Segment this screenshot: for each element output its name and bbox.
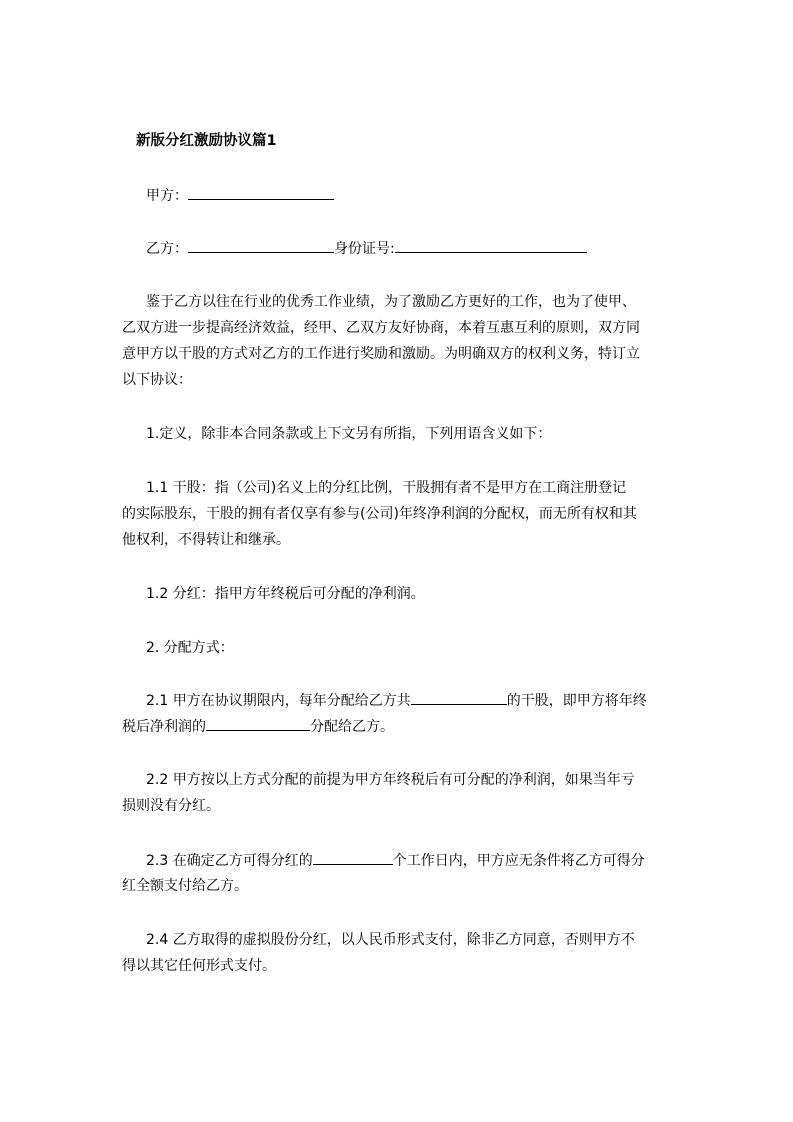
share-blank (411, 690, 507, 705)
party-a-label: 甲方： (146, 188, 188, 204)
id-number-label: 身份证号: (334, 241, 395, 257)
clause-2-3-text-b: 个工作日内，甲方应无条件将乙方可得分 (392, 853, 645, 869)
clause-1: 1.定义，除非本合同条款或上下文另有所指，下列用语含义如下： (146, 426, 552, 442)
clause-1-1-line-2: 的实际股东，干股的拥有者仅享有参与(公司)年终净利润的分配权，而无所有权和其 (122, 506, 637, 522)
workdays-blank (313, 850, 393, 865)
intro-line-4: 以下协议： (122, 372, 192, 388)
party-b-label: 乙方： (146, 241, 188, 257)
intro-line-1: 鉴于乙方以往在行业的优秀工作业绩，为了激励乙方更好的工作，也为了使甲、 (146, 294, 636, 310)
clause-1-1-line-1: 1.1 干股：指（公司)名义上的分红比例，干股拥有者不是甲方在工商注册登记 (146, 480, 627, 496)
clause-2-3-line-2: 红全额支付给乙方。 (122, 878, 248, 894)
clause-2-3-text-a: 2.3 在确定乙方可得分红的 (146, 853, 313, 869)
party-b-line (146, 238, 587, 259)
clause-2-4-line-1: 2.4 乙方取得的虚拟股份分红，以人民币形式支付，除非乙方同意，否则甲方不 (146, 932, 635, 948)
intro-line-2: 乙双方进一步提高经济效益，经甲、乙双方友好协商，本着互惠互利的原则，双方同 (122, 320, 640, 336)
profit-ratio-blank (206, 716, 310, 731)
clause-2-1-text-c: 税后净利润的 (122, 719, 206, 735)
document-title: 新版分红激励协议篇1 (136, 133, 277, 149)
clause-2-3-line-1 (146, 850, 645, 871)
clause-2-1-line-2 (122, 716, 394, 737)
clause-2-1-text-b: 的干股，即甲方将年终 (506, 693, 647, 709)
clause-2: 2. 分配方式： (146, 640, 234, 656)
clause-2-2-line-1: 2.2 甲方按以上方式分配的前提为甲方年终税后有可分配的净利润，如果当年亏 (146, 772, 635, 788)
party-a-blank (188, 185, 334, 200)
clause-1-2: 1.2 分红：指甲方年终税后可分配的净利润。 (146, 586, 425, 602)
intro-line-3: 意甲方以干股的方式对乙方的工作进行奖励和激励。为明确双方的权利义务，特订立 (122, 346, 640, 362)
clause-2-1-line-1 (146, 690, 647, 711)
clause-2-2-line-2: 损则没有分红。 (122, 798, 220, 814)
clause-2-1-text-a: 2.1 甲方在协议期限内，每年分配给乙方共 (146, 693, 411, 709)
clause-2-4-line-2: 得以其它任何形式支付。 (122, 958, 276, 974)
clause-2-1-text-d: 分配给乙方。 (310, 719, 394, 735)
party-b-blank (188, 238, 334, 253)
clause-1-1-line-3: 他权利，不得转让和继承。 (122, 532, 290, 548)
party-a-line (146, 185, 334, 206)
id-number-blank (395, 238, 587, 253)
